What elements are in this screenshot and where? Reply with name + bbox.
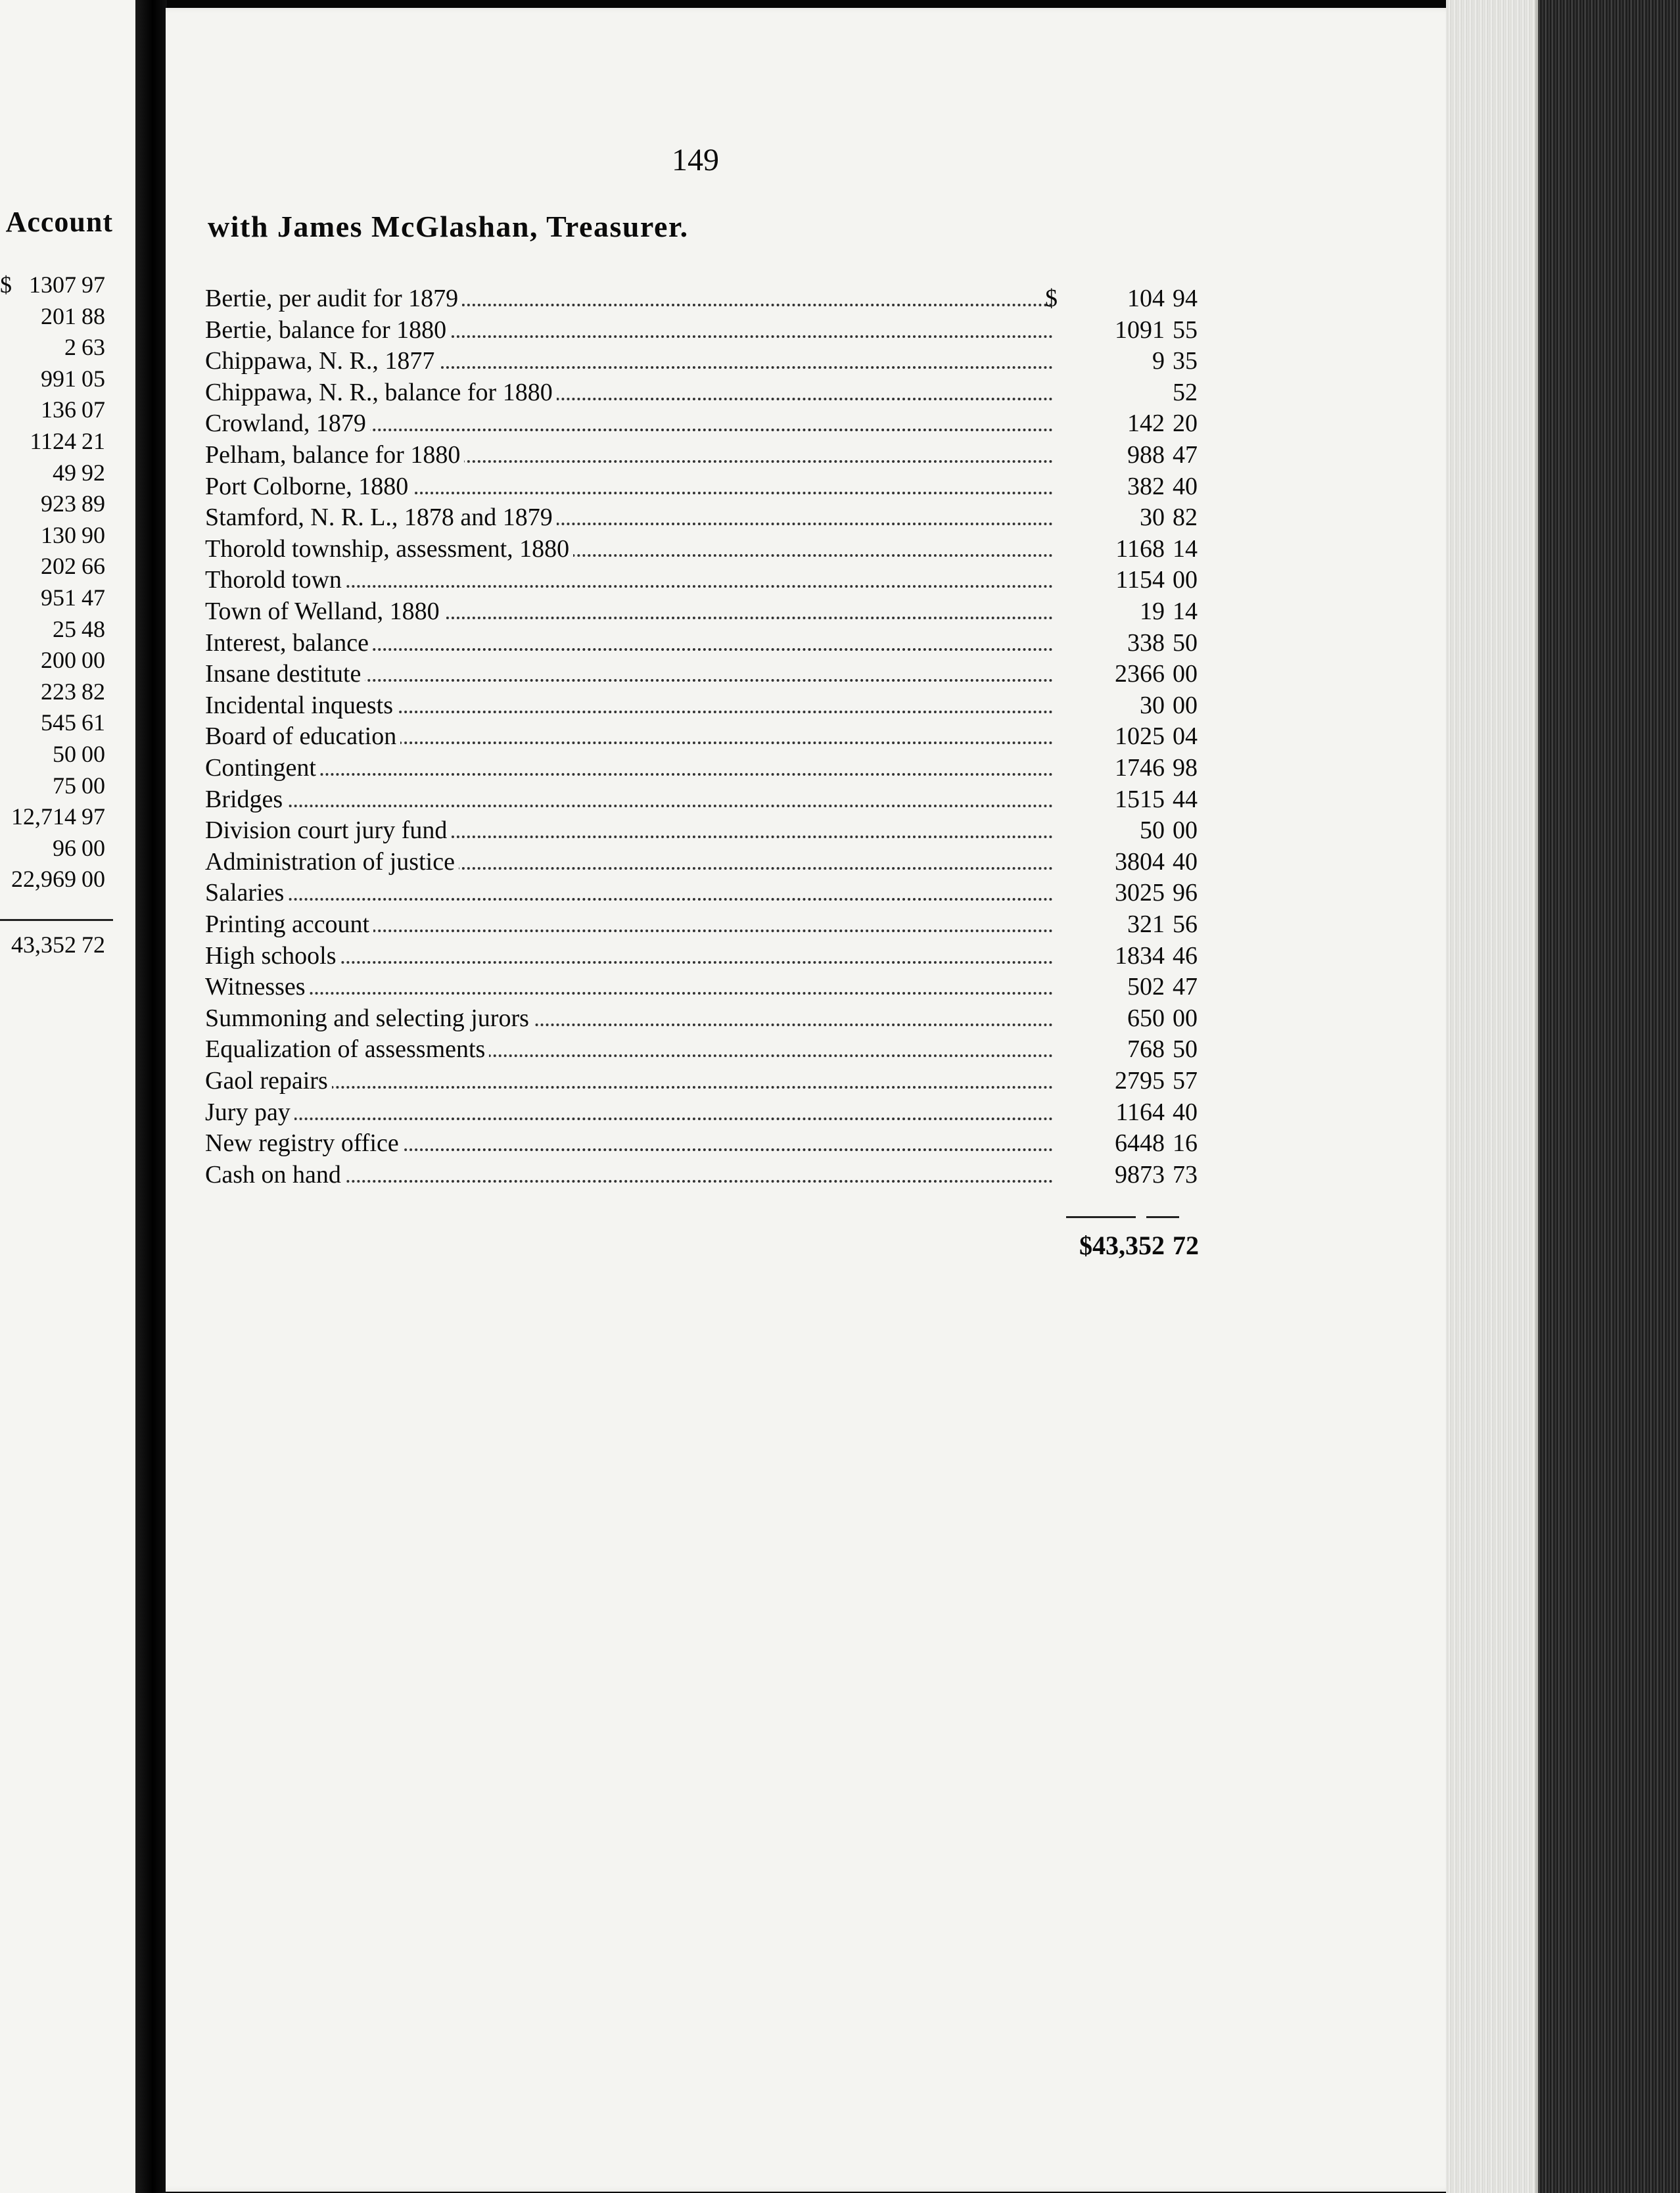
left-amount-row	[0, 551, 113, 581]
ledger-row	[205, 377, 1198, 408]
ledger-row-text: Stamford, N. R. L., 1878 and 1879	[205, 504, 557, 531]
left-amount-row	[0, 645, 113, 675]
ledger-row-text: Jury pay	[205, 1098, 294, 1126]
left-amount-cents: 92	[82, 459, 105, 486]
ledger-row	[205, 940, 1198, 972]
left-amount-row	[0, 707, 113, 738]
ledger-row-cents: 52	[1173, 378, 1198, 406]
ledger-row-text: Administration of justice	[205, 848, 459, 876]
left-amount-dollars: 136	[41, 396, 76, 423]
ledger-row-cents: 98	[1173, 754, 1198, 782]
left-amount-row	[0, 520, 113, 550]
ledger-row-text: Crowland, 1879	[205, 410, 370, 437]
left-amount-cents: 47	[82, 584, 105, 611]
ledger-row	[205, 627, 1198, 659]
ledger-row-text: Cash on hand	[205, 1161, 345, 1189]
left-amount-row	[0, 801, 113, 832]
ledger-row-label	[205, 596, 1053, 627]
ledger-row-label	[205, 846, 1053, 878]
ledger-row-cents: 00	[1173, 660, 1198, 688]
ledger-row-dollars: 19	[1140, 598, 1165, 625]
left-amount-cents: 90	[82, 521, 105, 548]
left-amount-cents: 63	[82, 334, 105, 361]
ledger-row-text: Gaol repairs	[205, 1067, 332, 1095]
ledger-row-label	[205, 377, 1053, 408]
left-amount-cents: 07	[82, 396, 105, 423]
left-amount-dollars: 223	[41, 678, 76, 705]
ledger-row	[205, 533, 1198, 565]
ledger-row-text: Contingent	[205, 754, 320, 782]
ledger-row-dollars: 3025	[1115, 879, 1165, 907]
ledger-row	[205, 846, 1198, 878]
left-amount-dollars: 201	[41, 302, 76, 329]
ledger-row-label	[205, 877, 1053, 908]
ledger-row	[205, 877, 1198, 908]
left-amount-cents: 89	[82, 490, 105, 517]
left-amount-dollars: 991	[41, 365, 76, 392]
ledger-row-text: Equalization of assessments	[205, 1035, 489, 1063]
ledger-row-label	[205, 471, 1053, 502]
left-amount-cents: 66	[82, 553, 105, 580]
total-rule-dollars	[1066, 1216, 1136, 1218]
left-amount-dollars: 96	[53, 834, 76, 861]
ledger-row-text: Division court jury fund	[205, 816, 451, 844]
ledger-row-cents: 40	[1173, 847, 1198, 876]
left-amount-dollars: 49	[53, 459, 76, 486]
book-gutter	[135, 0, 167, 2193]
ledger-row-cents: 00	[1173, 566, 1198, 594]
ledger-row-text: Incidental inquests	[205, 692, 397, 719]
ledger-row-text: Board of education	[205, 722, 400, 750]
ledger-row-label	[205, 814, 1053, 846]
ledger-row	[205, 690, 1198, 721]
ledger-row-cents: 47	[1173, 441, 1198, 469]
ledger-row-dollars: 1154	[1115, 566, 1165, 594]
ledger-row-label	[205, 1127, 1053, 1159]
ledger-row-text: Bertie, balance for 1880	[205, 316, 450, 344]
ledger-row-text: Printing account	[205, 910, 373, 938]
ledger-row-dollars: 50	[1140, 816, 1165, 845]
ledger-row-dollars: 104	[1127, 285, 1165, 312]
ledger-row-dollars: 1168	[1115, 534, 1165, 563]
ledger-row-cents: 50	[1173, 628, 1198, 657]
ledger-row-label	[205, 345, 1053, 377]
ledger-row-dollars: 1746	[1115, 754, 1165, 782]
ledger-row-dollars: 1834	[1115, 941, 1165, 970]
ledger-row-label	[205, 502, 1053, 533]
left-amount-row	[0, 582, 113, 613]
left-amount-row	[0, 270, 113, 300]
ledger-row-dollars: 1164	[1115, 1098, 1165, 1126]
page-number: 149	[672, 143, 719, 177]
left-amount-row	[0, 364, 113, 394]
ledger-row-label	[205, 940, 1053, 972]
left-amount-dollars: 951	[41, 584, 76, 611]
ledger-row-label	[205, 533, 1053, 565]
left-amount-dollars: 25	[53, 615, 76, 642]
ledger-row	[205, 752, 1198, 784]
left-amount-dollars: 202	[41, 553, 76, 580]
ledger-row-cents: 35	[1173, 347, 1198, 375]
left-total-dollars: 43,352	[11, 931, 76, 958]
ledger-row	[205, 345, 1198, 377]
ledger-row-dollars: 382	[1127, 472, 1165, 500]
ledger-row	[205, 908, 1198, 940]
total-rule-cents	[1146, 1216, 1179, 1218]
left-amount-dollars: 130	[41, 521, 76, 548]
left-amount-dollars: 12,714	[11, 803, 76, 830]
left-amount-dollars: 1307	[29, 271, 76, 298]
ledger-row-label	[205, 1065, 1053, 1096]
ledger-row-dollars: 2366	[1115, 660, 1165, 688]
ledger-row-label	[205, 752, 1053, 784]
ledger-row	[205, 471, 1198, 502]
ledger-row-dollars: 650	[1127, 1004, 1165, 1032]
ledger-row-cents: 00	[1173, 691, 1198, 719]
ledger-row-label	[205, 1159, 1053, 1191]
ledger-row-text: Insane destitute	[205, 660, 365, 688]
left-amount-cents: 21	[82, 428, 105, 454]
ledger-total-dollars: $43,352	[1079, 1231, 1165, 1260]
ledger-row-dollars: 6448	[1115, 1129, 1165, 1158]
left-amount-dollars: 200	[41, 647, 76, 674]
left-page-fragment	[0, 0, 137, 2193]
left-page-header: Account	[5, 206, 113, 238]
ledger-total-cents: 72	[1173, 1231, 1199, 1260]
ledger-row-cents: 50	[1173, 1035, 1198, 1064]
ledger-row-text: Interest, balance	[205, 629, 373, 657]
ledger-row-cents: 40	[1173, 472, 1198, 500]
ledger-row-text: Bridges	[205, 786, 287, 813]
ledger-row-dollars: 30	[1140, 691, 1165, 719]
ledger-row-cents: 00	[1173, 816, 1198, 845]
ledger-row-dollars: 502	[1127, 973, 1165, 1001]
ledger-row-label	[205, 971, 1053, 1002]
ledger-row	[205, 1002, 1198, 1034]
left-page-total	[0, 930, 113, 960]
ledger-row-label	[205, 1096, 1053, 1128]
left-amount-dollars: 545	[41, 709, 76, 736]
left-total-rule	[0, 919, 113, 921]
ledger-row-cents: 14	[1173, 598, 1198, 625]
ledger-row-cents: 40	[1173, 1098, 1198, 1126]
ledger-row-text: Port Colborne, 1880	[205, 473, 412, 500]
ledger-row-dollars: 768	[1127, 1035, 1165, 1064]
ledger-row-label	[205, 690, 1053, 721]
ledger-row-cents: 20	[1173, 410, 1198, 438]
left-total-cents: 72	[82, 931, 105, 958]
ledger-row	[205, 658, 1198, 690]
ledger-row-dollars: 1091	[1115, 316, 1165, 344]
ledger-row	[205, 1127, 1198, 1159]
ledger-row	[205, 502, 1198, 533]
left-currency-sign: $	[0, 271, 12, 298]
ledger-row	[205, 971, 1198, 1002]
ledger-row-cents: 14	[1173, 534, 1198, 563]
ledger-row	[205, 439, 1198, 471]
ledger-row-dollars: 30	[1140, 504, 1165, 532]
ledger-row-label	[205, 408, 1053, 439]
left-amount-dollars: 2	[64, 334, 76, 361]
left-amount-row	[0, 426, 113, 456]
left-amount-dollars: 75	[53, 772, 76, 799]
ledger-row-cents: 04	[1173, 722, 1198, 751]
ledger-row-cents: 16	[1173, 1129, 1198, 1158]
left-amount-cents: 00	[82, 741, 105, 767]
ledger-row-label	[205, 283, 1053, 314]
ledger-row-dollars: 1515	[1115, 785, 1165, 813]
left-amount-cents: 97	[82, 803, 105, 830]
ledger-row	[205, 1033, 1198, 1065]
ledger-row	[205, 596, 1198, 627]
ledger-row-text: Town of Welland, 1880	[205, 598, 444, 625]
left-amount-row	[0, 488, 113, 519]
ledger-row-dollars: 988	[1127, 441, 1165, 469]
ledger-row	[205, 314, 1198, 346]
left-amount-row	[0, 394, 113, 425]
left-amount-cents: 00	[82, 772, 105, 799]
left-amount-row	[0, 301, 113, 331]
ledger-row-text: Chippawa, N. R., 1877	[205, 347, 438, 375]
ledger-row-label	[205, 564, 1053, 596]
ledger-total	[205, 1229, 1199, 1262]
ledger-row-text: High schools	[205, 942, 340, 970]
left-amount-cents: 00	[82, 866, 105, 893]
left-amount-row	[0, 864, 113, 894]
ledger-row-text: Summoning and selecting jurors	[205, 1004, 533, 1032]
ledger-row-cents: 94	[1173, 285, 1198, 312]
ledger-row-label	[205, 658, 1053, 690]
ledger-row	[205, 408, 1198, 439]
left-amount-row	[0, 739, 113, 769]
ledger-row-text: Witnesses	[205, 973, 310, 1001]
currency-sign: $	[1045, 285, 1058, 312]
left-amount-cents: 61	[82, 709, 105, 736]
ledger-row-cents: 82	[1173, 504, 1198, 532]
left-amount-row	[0, 332, 113, 362]
left-amount-cents: 00	[82, 647, 105, 674]
left-amount-dollars: 923	[41, 490, 76, 517]
ledger-row-text: Chippawa, N. R., balance for 1880	[205, 379, 557, 406]
ledger-row-cents: 47	[1173, 973, 1198, 1001]
ledger-row-cents: 00	[1173, 1004, 1198, 1032]
ledger-row-dollars: 2795	[1115, 1067, 1165, 1095]
left-amount-row	[0, 458, 113, 488]
left-amount-cents: 00	[82, 834, 105, 861]
ledger-row-dollars: 9873	[1115, 1160, 1165, 1189]
ledger-heading: with James McGlashan, Treasurer.	[208, 210, 689, 243]
ledger-row	[205, 814, 1198, 846]
left-amount-cents: 82	[82, 678, 105, 705]
left-amount-row	[0, 614, 113, 644]
ledger-row-label	[205, 1033, 1053, 1065]
ledger-row-dollars: 3804	[1115, 847, 1165, 876]
ledger-row-text: Thorold town	[205, 566, 346, 594]
ledger-row	[205, 784, 1198, 815]
ledger-row	[205, 1096, 1198, 1128]
ledger-row	[205, 1159, 1198, 1191]
ledger-row	[205, 1065, 1198, 1096]
ledger-row-dollars: 321	[1127, 910, 1165, 938]
left-amount-dollars: 22,969	[11, 866, 76, 893]
left-amount-row	[0, 770, 113, 801]
ledger-row-cents: 46	[1173, 941, 1198, 970]
left-amount-dollars: 50	[53, 741, 76, 767]
ledger-row-cents: 73	[1173, 1160, 1198, 1189]
ledger-row-cents: 56	[1173, 910, 1198, 938]
left-amount-cents: 48	[82, 615, 105, 642]
ledger-row	[205, 720, 1198, 752]
ledger-row-label	[205, 314, 1053, 346]
ledger-row-cents: 44	[1173, 785, 1198, 813]
book-edge-shadow	[1538, 0, 1680, 2193]
ledger-row-label	[205, 908, 1053, 940]
ledger-row-label	[205, 439, 1053, 471]
left-amount-dollars: 1124	[30, 428, 76, 454]
ledger-row-dollars: 9	[1152, 347, 1165, 375]
ledger-row	[205, 283, 1198, 314]
left-amount-cents: 97	[82, 271, 105, 298]
left-amount-cents: 05	[82, 365, 105, 392]
ledger-row-dollars: 142	[1127, 410, 1165, 438]
ledger-row-text: Bertie, per audit for 1879	[205, 285, 462, 312]
ledger-row-cents: 55	[1173, 316, 1198, 344]
ledger-row-label	[205, 1002, 1053, 1034]
ledger-row-text: Pelham, balance for 1880	[205, 441, 464, 469]
ledger-row-text: New registry office	[205, 1129, 403, 1157]
ledger-row-text: Thorold township, assessment, 1880	[205, 535, 573, 563]
ledger-row-label	[205, 784, 1053, 815]
ledger-row-text: Salaries	[205, 879, 288, 907]
ledger-row-dollars: 338	[1127, 628, 1165, 657]
ledger-row-label	[205, 627, 1053, 659]
left-amount-row	[0, 676, 113, 707]
ledger-row-cents: 57	[1173, 1067, 1198, 1095]
ledger-row-cents: 96	[1173, 879, 1198, 907]
left-amount-row	[0, 833, 113, 863]
ledger-row-dollars: 1025	[1115, 722, 1165, 751]
ledger-row-label	[205, 720, 1053, 752]
ledger-row	[205, 564, 1198, 596]
left-amount-cents: 88	[82, 302, 105, 329]
